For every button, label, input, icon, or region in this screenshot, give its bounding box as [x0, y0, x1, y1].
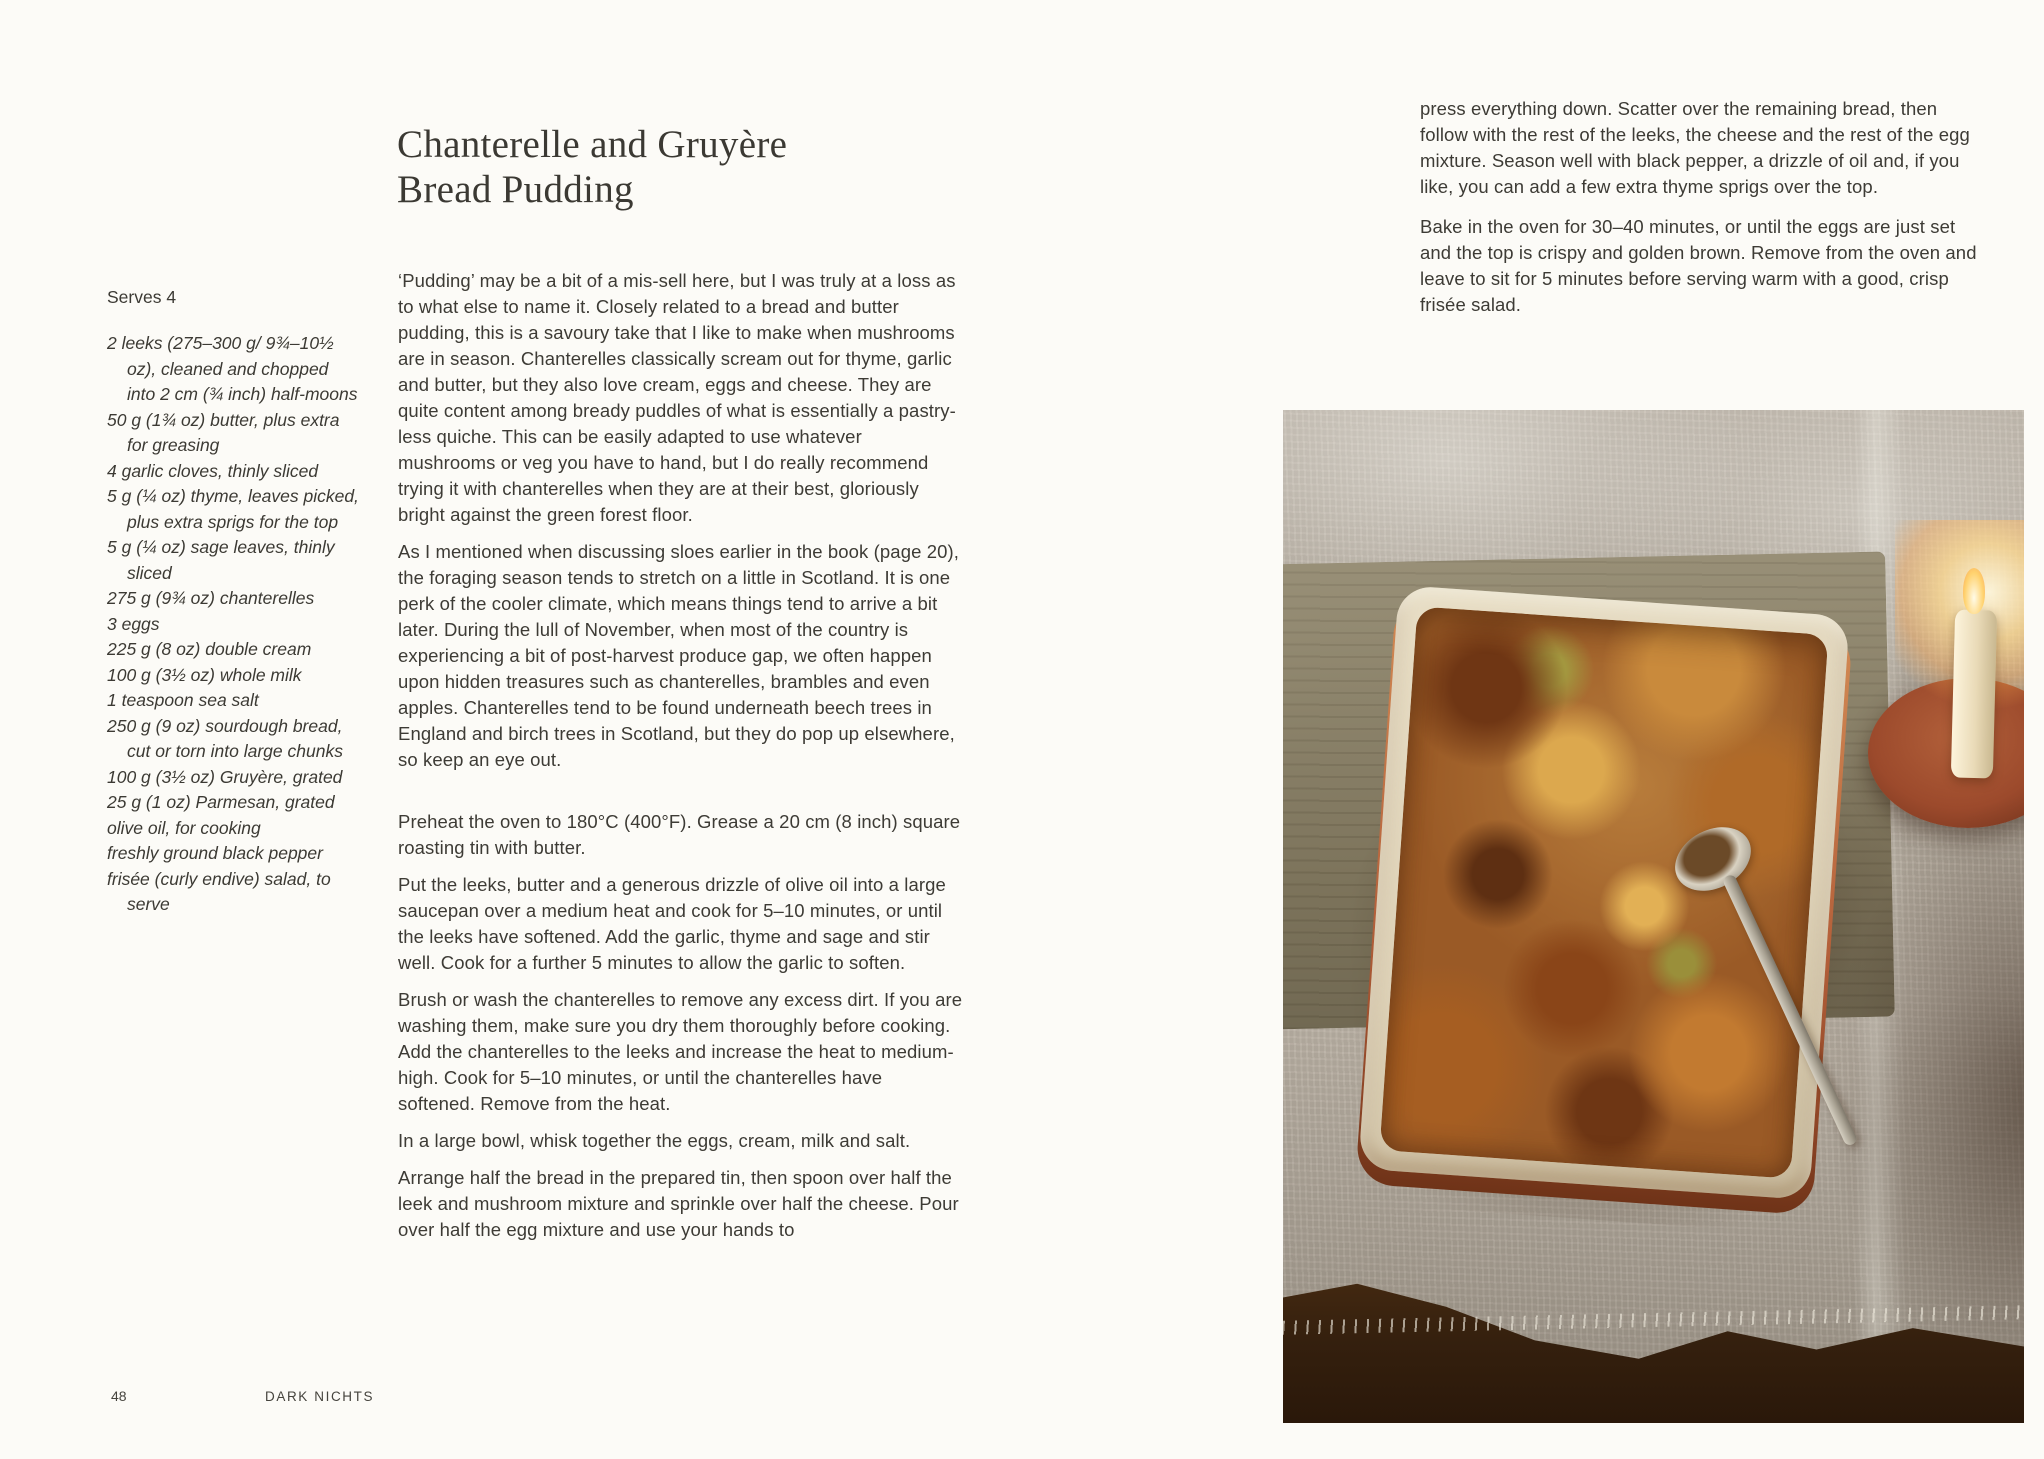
ingredient-item: 4 garlic cloves, thinly sliced — [107, 460, 319, 481]
ingredient-item: 275 g (9¾ oz) chanterelles — [107, 588, 315, 608]
method-paragraph: Brush or wash the chanterelles to remove any excess dirt. If you are washing them, make sure you dry them thoroughly before cooking. Add the chanterelles to the leeks and increase the heat to medium-high. Cook for 5–10 minutes, or until the chanterelles have softened. Remove from the heat. — [398, 989, 963, 1114]
ingredients-list — [107, 331, 359, 918]
method-section — [398, 809, 963, 1243]
method-paragraph: Arrange half the bread in the prepared tin, then spoon over half the leek and mushroom mixture and sprinkle over half the cheese. Pour over half the egg mixture and use your hands to — [398, 1167, 959, 1240]
ingredient-item: 3 eggs — [107, 613, 160, 634]
recipe-title-line2: Bread Pudding — [397, 168, 634, 212]
ingredient-item: 50 g (1¾ oz) butter, plus extra for greasing — [107, 409, 340, 455]
ingredient-item: 100 g (3½ oz) Gruyère, grated — [107, 766, 343, 787]
ingredient-item: frisée (curly endive) salad, to serve — [107, 868, 331, 914]
ingredient-item: 5 g (¼ oz) sage leaves, thinly sliced — [107, 537, 335, 583]
method-paragraph: In a large bowl, whisk together the eggs, cream, milk and salt. — [398, 1130, 911, 1151]
intro-paragraph: ‘Pudding’ may be a bit of a mis-sell here, but I was truly at a loss as to what else to name it. Closely related to a bread and butter pudding, this is a savoury take that I like to make when mushrooms are in season. Chanterelles classically scream out for thyme, garlic and butter, but they also love cream, eggs and cheese. They are quite content among bready puddles of what is essentially a pastry-less quiche. This can be easily adapted to use whatever mushrooms or veg you have to hand, but I do really recommend trying it with chanterelles when they are at their best, gloriously bright against the green forest floor. — [398, 270, 956, 525]
ingredient-item: 2 leeks (275–300 g/ 9¾–10½ oz), cleaned and chopped into 2 cm (¾ inch) half-moons — [107, 333, 358, 404]
ingredient-item: 25 g (1 oz) Parmesan, grated — [107, 792, 335, 812]
serves-label: Serves 4 — [107, 287, 177, 307]
method-paragraph: Put the leeks, butter and a generous drizzle of olive oil into a large saucepan over a medium heat and cook for 5–10 minutes, or until the leeks have softened. Add the garlic, thyme and sage and stir well. Cook for a further 5 minutes to allow the garlic to soften. — [398, 874, 946, 973]
ingredient-item: 100 g (3½ oz) whole milk — [107, 664, 302, 685]
recipe-continuation-column — [1420, 96, 1988, 332]
ingredient-item: olive oil, for cooking — [107, 817, 261, 838]
baking-dish — [1358, 585, 1850, 1200]
recipe-title-line1: Chanterelle and Gruyère — [397, 123, 788, 167]
intro-paragraph: As I mentioned when discussing sloes earlier in the book (page 20), the foraging season tends to stretch on a little in Scotland. It is one perk of the cooler climate, which means things tend to arrive a bit later. During the lull of November, when most of the country is experiencing a bit of post-harvest produce gap, we often happen upon hidden treasures such as chanterelles, brambles and even apples. Chanterelles tend to be found underneath beech trees in England and birch trees in Scotland, but they do pop up elsewhere, so keep an eye out. — [398, 541, 959, 770]
continuation-paragraph: Bake in the oven for 30–40 minutes, or until the eggs are just set and the top is crispy and golden brown. Remove from the oven and leave to sit for 5 minutes before serving warm with a good, crisp frisée salad. — [1420, 216, 1977, 315]
ingredient-item: freshly ground black pepper — [107, 843, 323, 863]
ingredient-item: 225 g (8 oz) double cream — [107, 639, 312, 659]
ingredient-item: 1 teaspoon sea salt — [107, 690, 259, 710]
method-paragraph: Preheat the oven to 180°C (400°F). Grease a 20 cm (8 inch) square roasting tin with butter. — [398, 811, 961, 858]
ingredient-item: 5 g (¼ oz) thyme, leaves picked, plus extra sprigs for the top — [107, 486, 359, 532]
recipe-body-column — [398, 268, 963, 1254]
continuation-paragraph: press everything down. Scatter over the remaining bread, then follow with the rest of the leeks, the cheese and the rest of the egg mixture. Season well with black pepper, a drizzle of oil and, if you like, you can add a few extra thyme sprigs over the top. — [1420, 98, 1970, 197]
ingredient-item: 250 g (9 oz) sourdough bread, cut or torn into large chunks — [107, 715, 343, 761]
chapter-label: DARK NICHTS — [265, 1389, 375, 1404]
recipe-title — [397, 122, 787, 212]
candle — [1951, 609, 1997, 778]
candle-flame — [1963, 568, 1985, 614]
page-number: 48 — [111, 1388, 127, 1404]
recipe-photo — [1283, 410, 2024, 1423]
bread-pudding — [1379, 606, 1828, 1178]
